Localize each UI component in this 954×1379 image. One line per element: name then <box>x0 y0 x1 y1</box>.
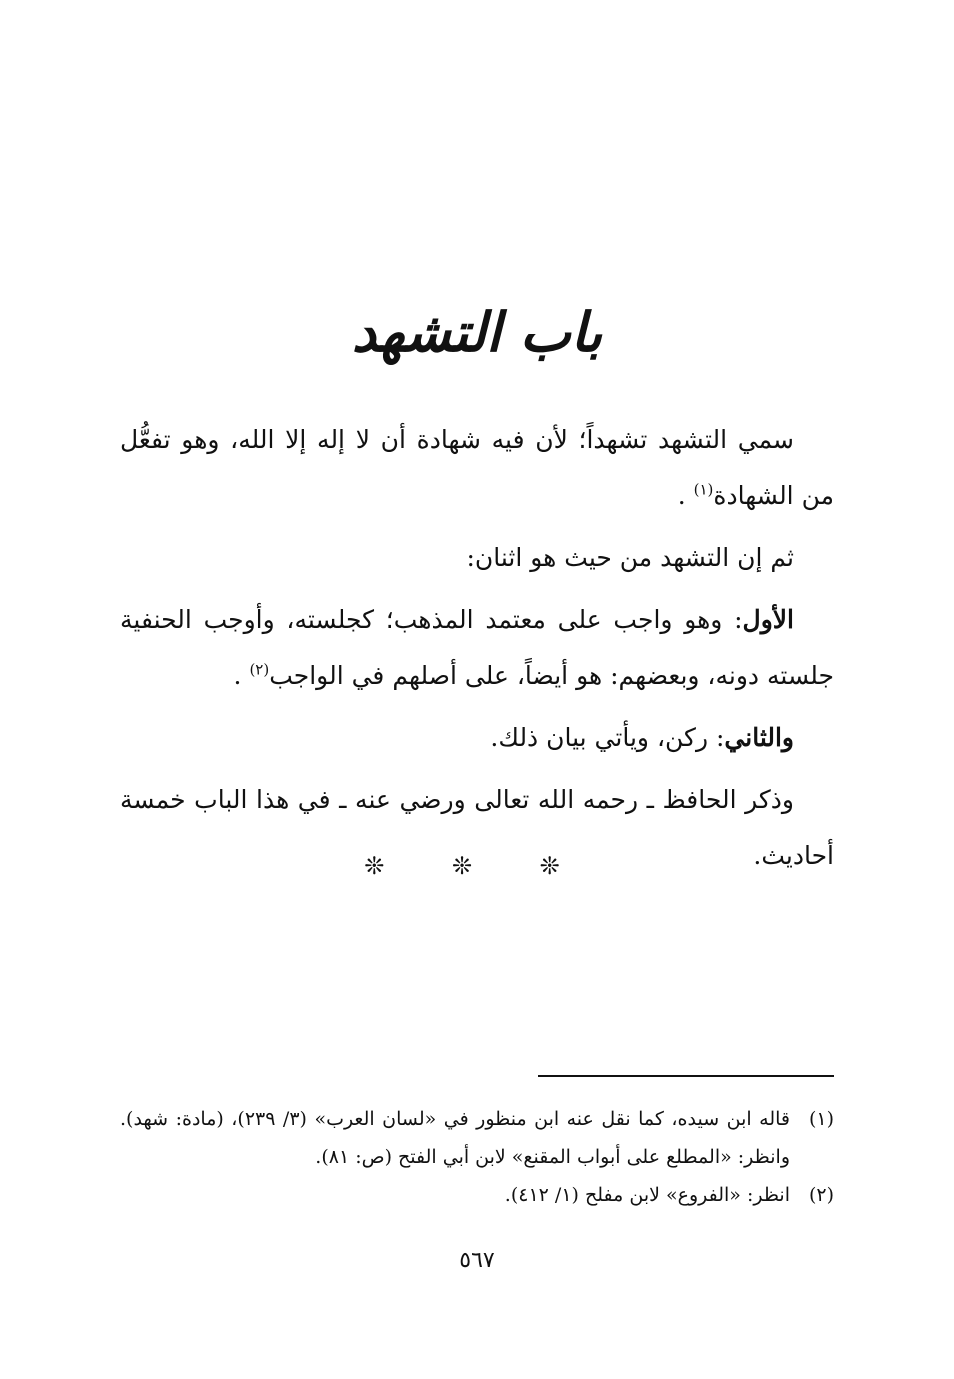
footnote-1-text: قاله ابن سيده، كما نقل عنه ابن منظور في «لسان العرب» (٣/ ٢٣٩)، (مادة: شهد). وانظر: «المطلع على أبواب المقنع» لابن أبي الفتح (ص: ٨١). <box>120 1108 790 1168</box>
page-number: ٥٦٧ <box>459 1248 495 1273</box>
footnote-2-text: انظر: «الفروع» لابن مفلح (١/ ٤١٢). <box>504 1184 790 1206</box>
footnote-ref-2[interactable]: (٢) <box>249 660 270 679</box>
paragraph-4-lead: والثاني <box>724 723 794 752</box>
paragraph-3 <box>120 592 834 704</box>
footnotes <box>120 1100 834 1214</box>
paragraph-3-end: . <box>233 661 250 690</box>
paragraph-3-lead: الأول <box>742 605 794 634</box>
footnote-2 <box>120 1176 834 1214</box>
paragraph-4 <box>120 710 834 766</box>
paragraph-1 <box>120 412 834 524</box>
paragraph-3-text: : وهو واجب على معتمد المذهب؛ كجلسته، وأوجب الحنفية جلسته دونه، وبعضهم: هو أيضاً، على أصلهم في الواجب <box>120 605 834 690</box>
paragraph-2 <box>120 530 834 586</box>
chapter-title: باب التشهد <box>351 300 603 364</box>
footnote-1-number: (١) <box>808 1108 834 1130</box>
paragraph-1-end: . <box>677 481 694 510</box>
paragraph-4-text: : ركن، ويأتي بيان ذلك. <box>490 723 725 752</box>
footnote-divider <box>538 1075 834 1077</box>
paragraph-2-text: ثم إن التشهد من حيث هو اثنان: <box>466 543 794 572</box>
section-separator: ❊ ❊ ❊ <box>364 852 590 880</box>
footnote-1 <box>120 1100 834 1176</box>
footnote-2-number: (٢) <box>808 1184 834 1206</box>
body-text <box>120 412 834 890</box>
paragraph-5-text: وذكر الحافظ ـ رحمه الله تعالى ورضي عنه ـ في هذا الباب خمسة أحاديث. <box>120 785 834 870</box>
footnote-ref-1[interactable]: (١) <box>693 480 714 499</box>
paragraph-1-text: سمي التشهد تشهداً؛ لأن فيه شهادة أن لا إله إلا الله، وهو تفعُّل من الشهادة <box>120 425 834 510</box>
